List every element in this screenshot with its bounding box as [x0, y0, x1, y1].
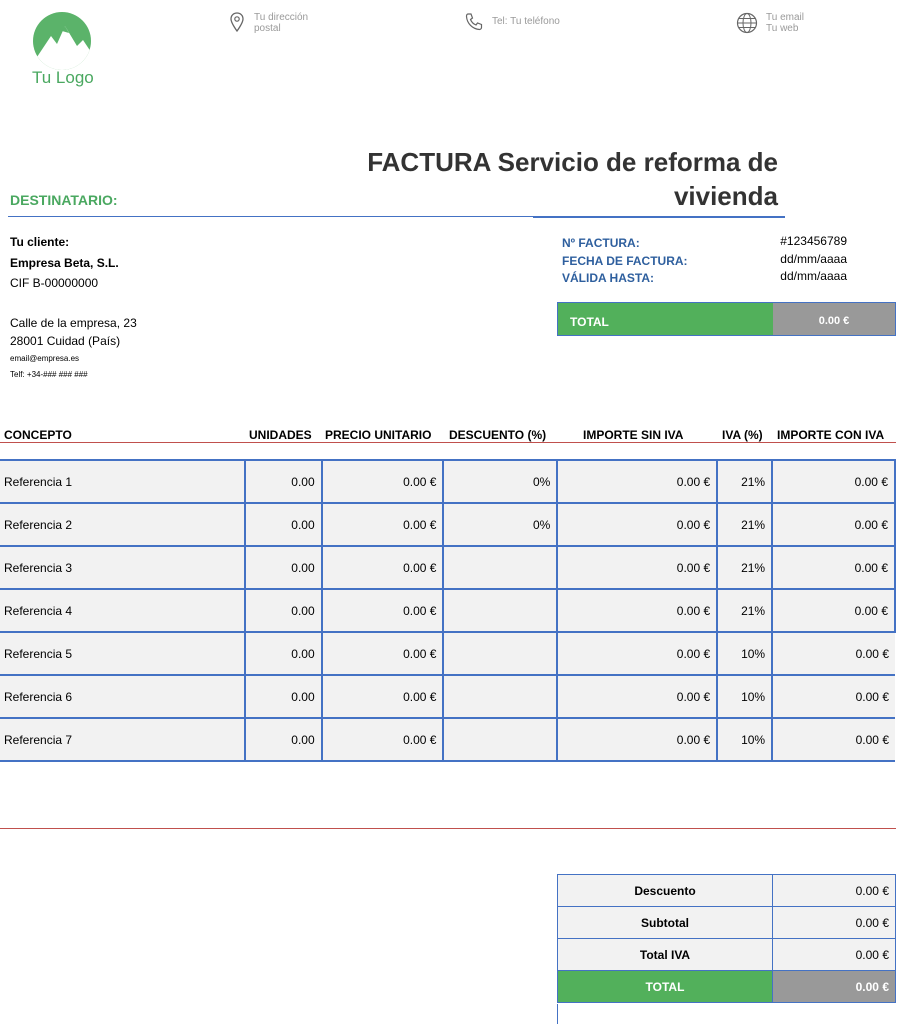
cell-sin-iva: 0.00 € [557, 460, 717, 503]
cell-concepto: Referencia 1 [0, 460, 245, 503]
summary-tail-border [557, 1004, 558, 1024]
summary-value: 0.00 € [773, 939, 896, 971]
summary-value: 0.00 € [773, 971, 896, 1003]
table-row [0, 718, 895, 761]
phone-text: Tel: Tu teléfono [492, 16, 560, 27]
summary-label: TOTAL [558, 971, 773, 1003]
client-city: 28001 Cuidad (País) [10, 334, 121, 348]
cell-unidades: 0.00 [245, 632, 322, 675]
table-row [0, 632, 895, 675]
cell-precio: 0.00 € [322, 546, 444, 589]
client-company: Empresa Beta, S.L. [10, 256, 119, 270]
valid-until-label: VÁLIDA HASTA: [562, 271, 654, 285]
summary-label: Subtotal [558, 907, 773, 939]
cell-iva: 21% [717, 503, 772, 546]
cell-unidades: 0.00 [245, 675, 322, 718]
table-row [0, 675, 895, 718]
cell-precio: 0.00 € [322, 460, 444, 503]
cell-unidades: 0.00 [245, 460, 322, 503]
cell-descuento: 0% [443, 503, 557, 546]
cell-precio: 0.00 € [322, 718, 444, 761]
items-table-header [0, 428, 896, 442]
logo-text: Tu Logo [32, 68, 94, 87]
cell-iva: 21% [717, 589, 772, 632]
cell-iva: 10% [717, 632, 772, 675]
table-end-rule [0, 828, 896, 829]
col-unidades: UNIDADES [249, 428, 312, 442]
client-label: Tu cliente: [10, 235, 70, 249]
summary-value: 0.00 € [773, 907, 896, 939]
summary-row-total-iva [558, 939, 896, 971]
cell-unidades: 0.00 [245, 503, 322, 546]
cell-iva: 10% [717, 718, 772, 761]
invoice-date-label: FECHA DE FACTURA: [562, 254, 688, 268]
total-value: 0.00 € [773, 303, 895, 335]
table-row [0, 503, 895, 546]
invoice-number-value: #123456789 [780, 234, 847, 248]
cell-concepto: Referencia 6 [0, 675, 245, 718]
cell-descuento [443, 546, 557, 589]
cell-iva: 10% [717, 675, 772, 718]
table-row [0, 460, 895, 503]
cell-precio: 0.00 € [322, 589, 444, 632]
cell-con-iva: 0.00 € [772, 675, 895, 718]
cell-concepto: Referencia 7 [0, 718, 245, 761]
invoice-date-value: dd/mm/aaaa [780, 252, 847, 266]
recipient-divider [8, 216, 538, 217]
col-importe-sin-iva: IMPORTE SIN IVA [583, 428, 684, 442]
items-table [0, 459, 896, 762]
cell-iva: 21% [717, 460, 772, 503]
cell-descuento: 0% [443, 460, 557, 503]
cell-precio: 0.00 € [322, 632, 444, 675]
col-importe-con-iva: IMPORTE CON IVA [777, 428, 885, 442]
col-descuento: DESCUENTO (%) [449, 428, 547, 442]
cell-sin-iva: 0.00 € [557, 546, 717, 589]
cell-con-iva: 0.00 € [772, 546, 895, 589]
table-row [0, 589, 895, 632]
cell-descuento [443, 675, 557, 718]
cell-unidades: 0.00 [245, 589, 322, 632]
invoice-title: FACTURA Servicio de reforma de vivienda [367, 147, 778, 211]
cell-con-iva: 0.00 € [772, 718, 895, 761]
total-label: TOTAL [558, 303, 773, 335]
address-text: Tu dirección postal [254, 12, 309, 34]
cell-concepto: Referencia 3 [0, 546, 245, 589]
cell-descuento [443, 589, 557, 632]
cell-sin-iva: 0.00 € [557, 503, 717, 546]
logo-mountain-icon [33, 12, 91, 70]
col-precio-unitario: PRECIO UNITARIO [325, 428, 432, 442]
location-pin-icon [230, 12, 244, 37]
total-box [557, 302, 896, 336]
summary-value: 0.00 € [773, 875, 896, 907]
col-concepto: CONCEPTO [4, 428, 72, 442]
cell-con-iva: 0.00 € [772, 632, 895, 675]
table-row [0, 546, 895, 589]
cell-descuento [443, 718, 557, 761]
cell-iva: 21% [717, 546, 772, 589]
cell-con-iva: 0.00 € [772, 460, 895, 503]
summary-row-subtotal [558, 907, 896, 939]
invoice-number-label: Nº FACTURA: [562, 236, 640, 250]
cell-descuento [443, 632, 557, 675]
cell-sin-iva: 0.00 € [557, 675, 717, 718]
summary-row-descuento [558, 875, 896, 907]
summary-row-total [558, 971, 896, 1003]
client-email: email@empresa.es [10, 354, 80, 363]
recipient-label: DESTINATARIO: [10, 192, 118, 208]
header-rule [0, 442, 896, 443]
cell-precio: 0.00 € [322, 675, 444, 718]
valid-until-value: dd/mm/aaaa [780, 269, 847, 283]
client-phone: Telf: +34-### ### ### [10, 370, 88, 379]
cell-sin-iva: 0.00 € [557, 632, 717, 675]
cell-sin-iva: 0.00 € [557, 718, 717, 761]
client-street: Calle de la empresa, 23 [10, 316, 137, 330]
phone-icon [464, 12, 484, 37]
cell-precio: 0.00 € [322, 503, 444, 546]
cell-con-iva: 0.00 € [772, 589, 895, 632]
title-underline [533, 216, 785, 218]
cell-unidades: 0.00 [245, 718, 322, 761]
cell-unidades: 0.00 [245, 546, 322, 589]
client-cif: CIF B-00000000 [10, 276, 99, 290]
cell-concepto: Referencia 5 [0, 632, 245, 675]
summary-label: Total IVA [558, 939, 773, 971]
summary-table [557, 874, 896, 1003]
cell-sin-iva: 0.00 € [557, 589, 717, 632]
cell-concepto: Referencia 4 [0, 589, 245, 632]
cell-con-iva: 0.00 € [772, 503, 895, 546]
cell-concepto: Referencia 2 [0, 503, 245, 546]
globe-icon [736, 12, 758, 39]
col-iva: IVA (%) [722, 428, 763, 442]
web-text: Tu email Tu web [766, 12, 804, 34]
summary-label: Descuento [558, 875, 773, 907]
